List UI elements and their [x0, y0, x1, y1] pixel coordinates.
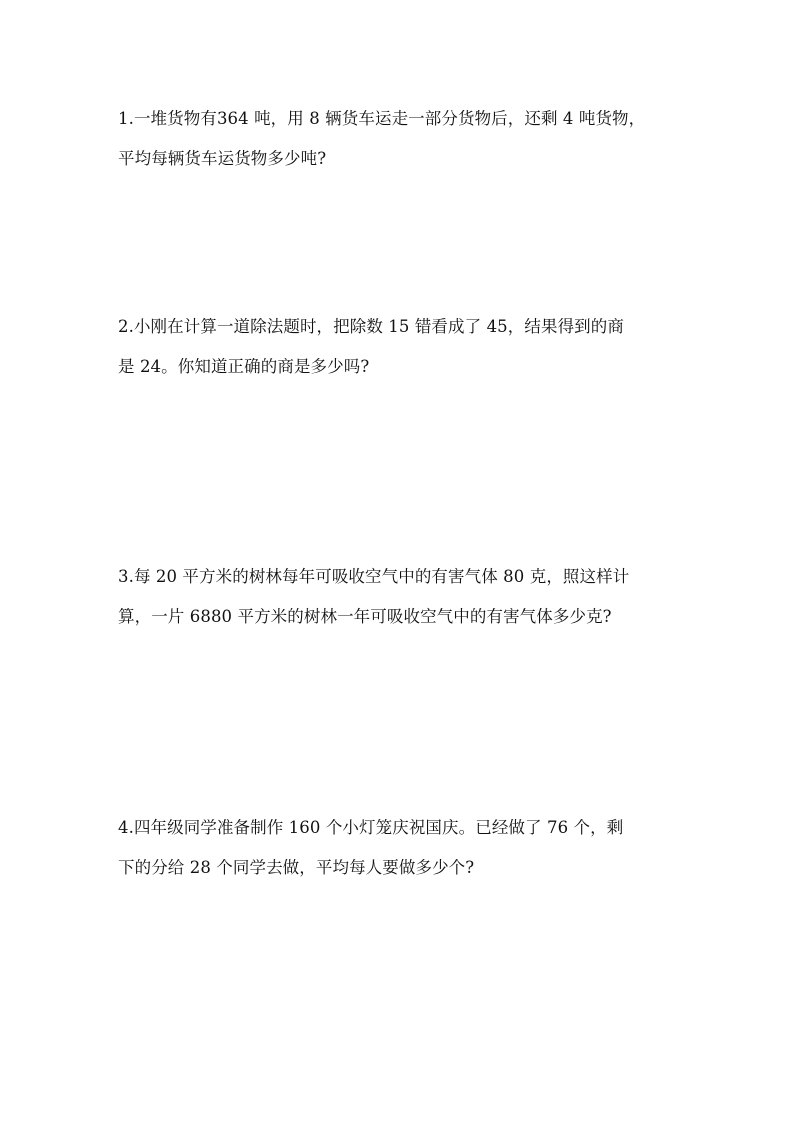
question-3-line-2: 算，一片 6880 平方米的树林一年可吸收空气中的有害气体多少克? [118, 607, 612, 626]
question-1-line-1: 1.一堆货物有364 吨，用 8 辆货车运走一部分货物后，还剩 4 吨货物， [118, 109, 646, 128]
question-2-line-2: 是 24。你知道正确的商是多少吗? [118, 357, 370, 376]
question-3 [118, 557, 688, 637]
question-4-line-1: 4.四年级同学准备制作 160 个小灯笼庆祝国庆。已经做了 76 个，剩 [118, 818, 624, 837]
question-3-line-1: 3.每 20 平方米的树林每年可吸收空气中的有害气体 80 克，照这样计 [118, 567, 630, 586]
question-4-line-2: 下的分给 28 个同学去做，平均每人要做多少个? [118, 858, 475, 877]
question-4 [118, 808, 688, 888]
question-1-line-2: 平均每辆货车运货物多少吨? [118, 149, 327, 168]
question-1 [118, 99, 688, 179]
question-2 [118, 307, 688, 387]
question-2-line-1: 2.小刚在计算一道除法题时，把除数 15 错看成了 45，结果得到的商 [118, 317, 624, 336]
